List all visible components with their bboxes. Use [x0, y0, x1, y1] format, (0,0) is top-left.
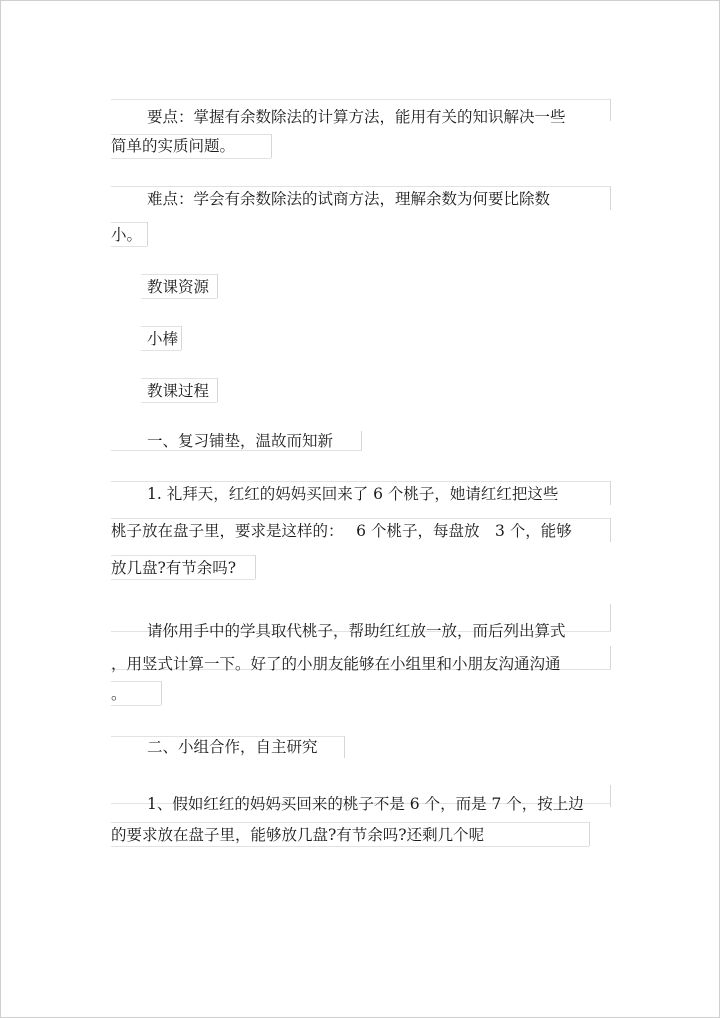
cell-rule: [111, 579, 255, 580]
resources-heading: 教课资源: [147, 278, 210, 296]
difficulty-line-1: 难点：学会有余数除法的试商方法，理解余数为何要比除数: [147, 190, 551, 208]
cell-rule: [344, 736, 345, 758]
resources-item: 小棒: [147, 330, 179, 348]
cell-rule: [111, 158, 271, 159]
cell-rule: [141, 350, 181, 351]
cell-rule: [111, 186, 611, 187]
cell-rule: [161, 681, 162, 705]
cell-rule: [610, 646, 611, 670]
instruction-line-3: 。: [111, 685, 127, 703]
key-point-line-1: 要点：掌握有余数除法的计算方法，能用有关的知识解决一些: [147, 108, 566, 126]
cell-rule: [141, 298, 217, 299]
cell-rule: [217, 274, 218, 298]
cell-rule: [141, 402, 217, 403]
cell-rule: [111, 481, 611, 482]
problem-1-line-2: 桃子放在盘子里，要求是这样的： 6 个桃子，每盘放 3 个，能够: [111, 522, 572, 540]
process-heading: 教课过程: [147, 382, 210, 400]
cell-rule: [217, 378, 218, 402]
cell-rule: [111, 846, 589, 847]
problem-1-line-1: 1. 礼拜天，红红的妈妈买回来了 6 个桃子，她请红红把这些: [147, 485, 559, 503]
cell-rule: [255, 555, 256, 579]
cell-rule: [141, 326, 181, 327]
instruction-line-1: 请你用手中的学具取代桃子，帮助红红放一放，而后列出算式: [147, 622, 566, 640]
problem-1-line-3: 放几盘?有节余吗?: [111, 559, 237, 577]
cell-rule: [610, 604, 611, 632]
cell-rule: [111, 555, 255, 556]
cell-rule: [111, 246, 147, 247]
cell-rule: [111, 705, 161, 706]
cell-rule: [111, 681, 161, 682]
difficulty-line-2: 小。: [111, 226, 143, 244]
cell-rule: [610, 481, 611, 505]
cell-rule: [147, 222, 148, 246]
cell-rule: [141, 274, 217, 275]
cell-rule: [271, 134, 272, 158]
cell-rule: [111, 822, 589, 823]
problem-2-line-1: 1、假如红红的妈妈买回来的桃子不是 6 个，而是 7 个，按上边: [147, 795, 584, 813]
cell-rule: [361, 431, 362, 451]
cell-rule: [589, 822, 590, 846]
section-2-heading: 二、小组合作，自主研究: [147, 738, 318, 756]
problem-2-line-2: 的要求放在盘子里，能够放几盘?有节余吗?还剩几个呢: [111, 826, 485, 844]
cell-rule: [111, 222, 147, 223]
instruction-line-2: ，用竖式计算一下。好了的小朋友能够在小组里和小朋友沟通沟通: [111, 655, 561, 673]
cell-rule: [141, 378, 217, 379]
key-point-line-2: 简单的实质问题。: [111, 137, 236, 155]
cell-rule: [610, 99, 611, 121]
cell-rule: [111, 99, 611, 100]
cell-rule: [610, 518, 611, 542]
cell-rule: [181, 326, 182, 350]
cell-rule: [610, 186, 611, 210]
cell-rule: [610, 785, 611, 807]
section-1-heading: 一、复习铺垫，温故而知新: [147, 432, 334, 450]
cell-rule: [111, 518, 611, 519]
